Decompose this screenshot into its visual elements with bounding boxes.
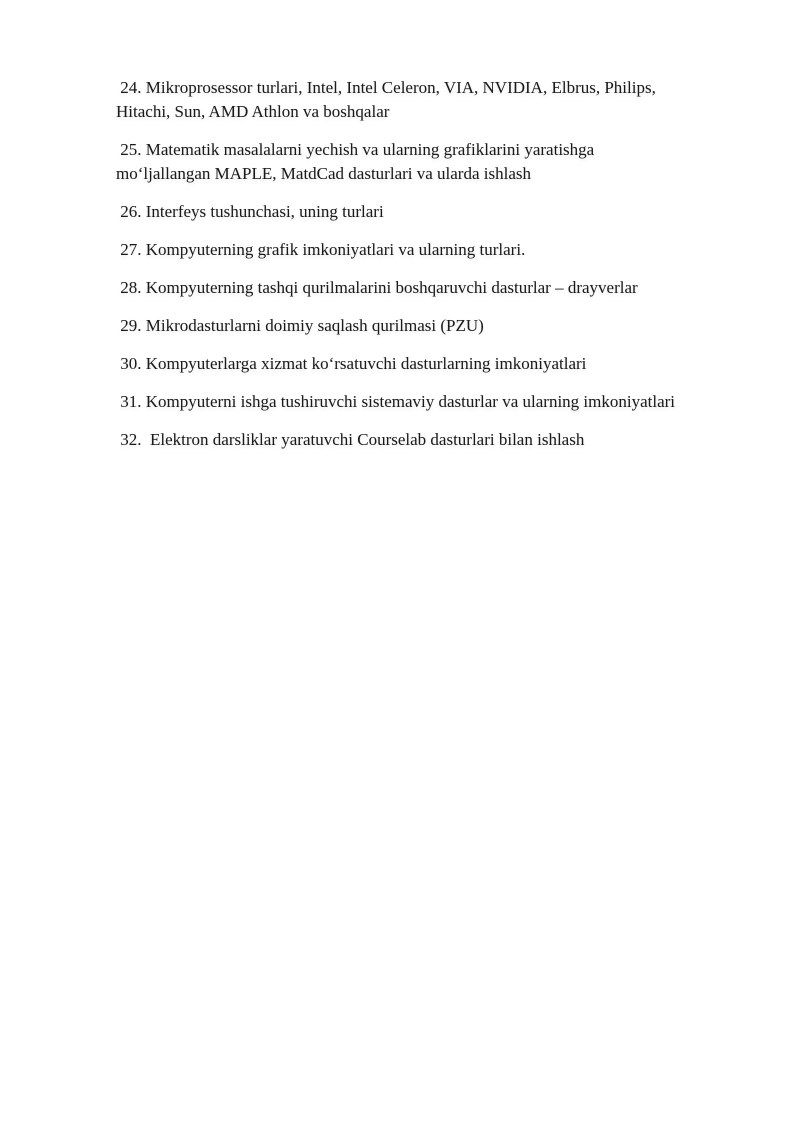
list-item: 29. Mikrodasturlarni doimiy saqlash qurilmasi (PZU) bbox=[116, 316, 484, 335]
list-item: 30. Kompyuterlarga xizmat ko‘rsatuvchi dasturlarning imkoniyatlari bbox=[116, 354, 587, 373]
list-item: 27. Kompyuterning grafik imkoniyatlari va ularning turlari. bbox=[116, 240, 526, 259]
list-item: 25. Matematik masalalarni yechish va ularning grafiklarini yaratishga mo‘ljallangan MAPLE, MatdCad dasturlari va ularda ishlash bbox=[116, 140, 595, 183]
list-item: 26. Interfeys tushunchasi, uning turlari bbox=[116, 202, 384, 221]
list-item: 24. Mikroprosessor turlari, Intel, Intel Celeron, VIA, NVIDIA, Elbrus, Philips, Hitachi, Sun, AMD Athlon va boshqalar bbox=[116, 78, 656, 121]
list-item: 31. Kompyuterni ishga tushiruvchi sistemaviy dasturlar va ularning imkoniyatlari bbox=[116, 392, 676, 411]
list-item: 28. Kompyuterning tashqi qurilmalarini boshqaruvchi dasturlar – drayverlar bbox=[116, 278, 638, 297]
list-item: 32. Elektron darsliklar yaratuvchi Courselab dasturlari bilan ishlash bbox=[116, 430, 585, 449]
topic-list bbox=[116, 76, 756, 466]
